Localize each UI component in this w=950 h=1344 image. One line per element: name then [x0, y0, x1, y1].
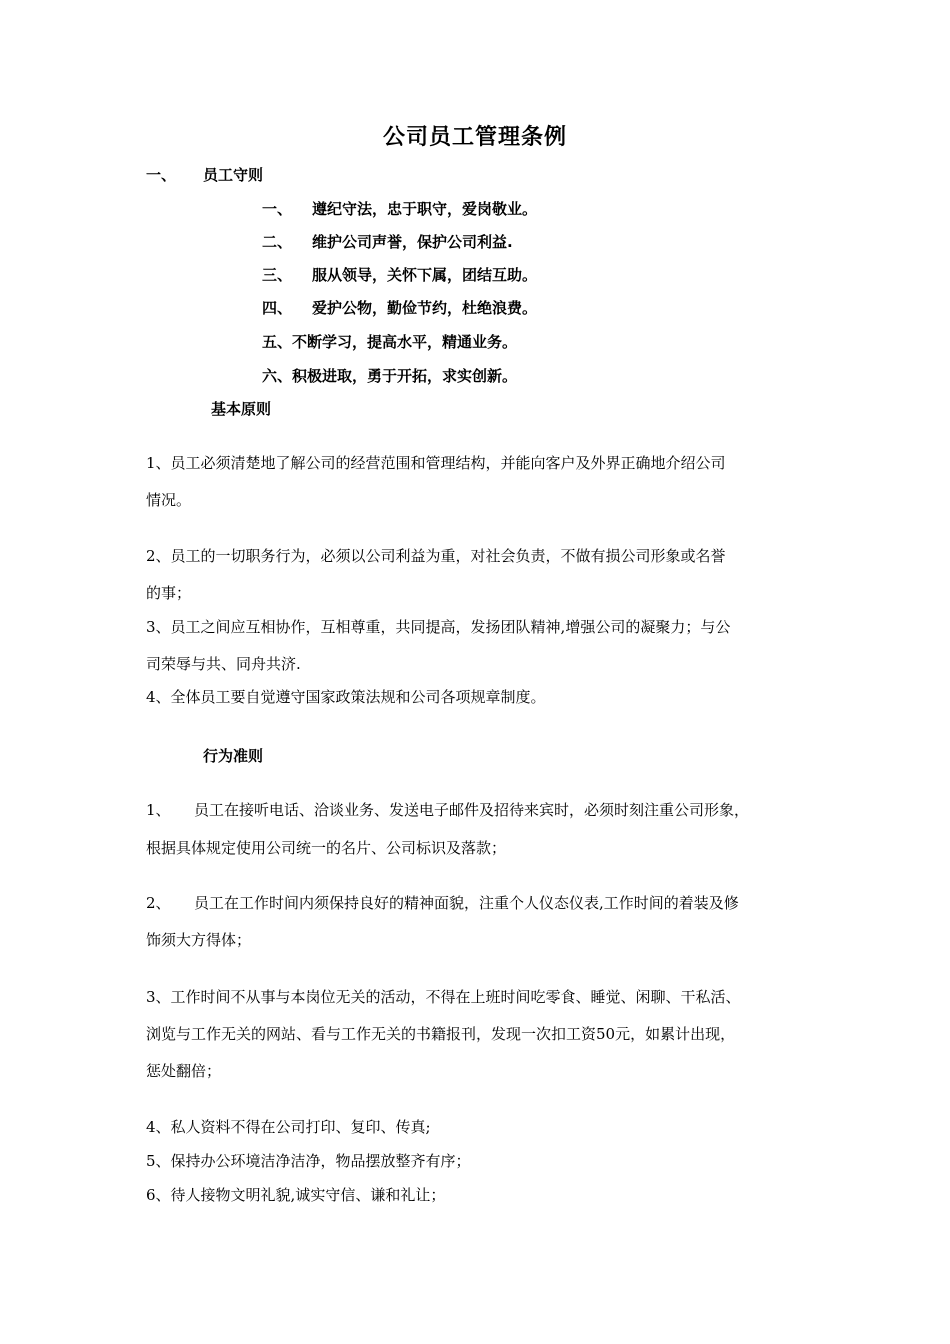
conduct-line: 6、待人接物文明礼貌,诚实守信、谦和礼让；	[146, 1186, 446, 1204]
conduct-line: 饰须大方得体；	[146, 931, 252, 949]
rule-item-text: 服从领导，关怀下属，团结互助。	[312, 266, 538, 284]
rule-item-text: 五、不断学习，提高水平，精通业务。	[262, 333, 518, 351]
principle-line: 2、员工的一切职务行为，必须以公司利益为重，对社会负责，不做有损公司形象或名誉	[146, 547, 726, 565]
rule-item-text: 遵纪守法，忠于职守，爱岗敬业。	[312, 200, 538, 218]
conduct-line: 4、私人资料不得在公司打印、复印、传真;	[146, 1118, 431, 1136]
section3-heading: 行为准则	[203, 747, 264, 765]
section1-heading: 员工守则	[203, 166, 264, 184]
rule-item-number: 一、	[262, 200, 293, 218]
rule-item-text: 维护公司声誉，保护公司利益.	[312, 233, 513, 251]
section2-heading: 基本原则	[211, 400, 272, 418]
rule-item-number: 四、	[262, 299, 293, 317]
rule-item-text: 六、积极进取，勇于开拓，求实创新。	[262, 367, 518, 385]
principle-line: 4、全体员工要自觉遵守国家政策法规和公司各项规章制度。	[146, 688, 546, 706]
principle-line: 的事；	[146, 584, 192, 602]
principle-line: 情况。	[146, 491, 192, 509]
document-title: 公司员工管理条例	[382, 125, 567, 150]
rule-item-text: 爱护公物，勤俭节约，杜绝浪费。	[312, 299, 538, 317]
conduct-item-number: 2、	[146, 894, 171, 912]
conduct-line: 根据具体规定使用公司统一的名片、公司标识及落款；	[146, 839, 507, 857]
section1-number: 一、	[146, 166, 177, 184]
conduct-line: 3、工作时间不从事与本岗位无关的活动，不得在上班时间吃零食、睡觉、闲聊、干私活、	[146, 988, 741, 1006]
conduct-line: 5、保持办公环境洁净洁净，物品摆放整齐有序；	[146, 1152, 471, 1170]
conduct-line: 浏览与工作无关的网站、看与工作无关的书籍报刊，发现一次扣工资50元，如累计出现，	[146, 1025, 736, 1043]
conduct-line: 惩处翻倍；	[146, 1062, 222, 1080]
conduct-line: 员工在接听电话、洽谈业务、发送电子邮件及招待来宾时，必须时刻注重公司形象，	[194, 801, 750, 819]
principle-line: 3、员工之间应互相协作，互相尊重，共同提高，发扬团队精神,增强公司的凝聚力；与公	[146, 618, 731, 636]
rule-item-number: 三、	[262, 266, 293, 284]
conduct-line: 员工在工作时间内须保持良好的精神面貌，注重个人仪态仪表,工作时间的着装及修	[194, 894, 739, 912]
principle-line: 司荣辱与共、同舟共济.	[146, 655, 301, 673]
conduct-item-number: 1、	[146, 801, 171, 819]
rule-item-number: 二、	[262, 233, 293, 251]
principle-line: 1、员工必须清楚地了解公司的经营范围和管理结构，并能向客户及外界正确地介绍公司	[146, 454, 726, 472]
